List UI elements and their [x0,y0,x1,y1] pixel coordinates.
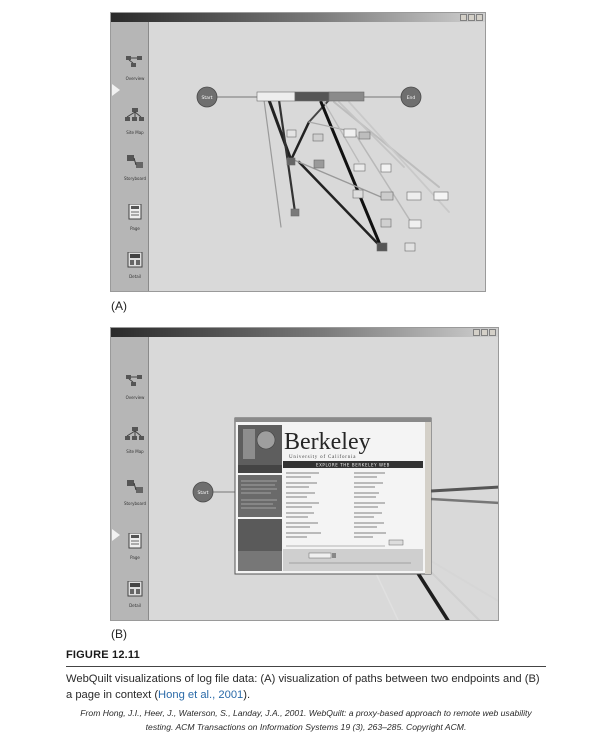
panel-b-label: (B) [111,627,127,641]
panel-b-screenshot [110,327,499,621]
storyboard-icon [125,154,145,170]
figure-caption: WebQuilt visualizations of log file data: (A) visualization of paths between two endpoints and (B) a page in context (Hong et al., 2001). [66,673,540,701]
page-node [287,158,295,165]
page-context-graph [149,337,499,621]
minimize-button[interactable] [473,329,480,336]
berkeley-subheading: University of California [289,455,357,460]
page-node [381,219,391,227]
overview-icon [125,373,145,389]
page-node [295,92,329,101]
page-node [434,192,448,200]
overview-icon [125,54,145,70]
page-node [344,129,356,137]
panel-a-screenshot [110,12,486,292]
page-node [407,192,421,200]
edge [414,567,449,621]
page-icon [125,204,145,220]
edge [431,487,499,491]
site-map-icon [125,108,145,124]
berkeley-heading: Berkeley [284,429,371,455]
minimize-button[interactable] [460,14,467,21]
sidebar-item-overview[interactable]: Overview [123,54,147,81]
page-icon [125,533,145,549]
edge [291,122,309,160]
start-node[interactable] [193,482,213,502]
view-sidebar [111,22,149,291]
page-node [291,209,299,216]
berkeley-banner: EXPLORE THE BERKELEY WEB [315,462,391,468]
page-node [381,164,391,172]
figure-rule [66,666,546,667]
sidebar-item-page[interactable]: Page [123,204,147,231]
edge [374,569,399,621]
start-node-label: Start [201,96,213,101]
search-box[interactable] [389,540,403,545]
sidebar-item-detail[interactable]: Detail [123,252,147,279]
page-node [405,243,415,251]
path-visualization-canvas [149,22,485,291]
edge [264,100,281,227]
page-node [353,190,363,198]
figure-number: FIGURE 12.11 [66,649,140,661]
current-view-arrow-icon [112,529,120,541]
page-node [287,130,296,137]
page-scrollbar[interactable] [425,422,431,574]
select-dropdown[interactable] [309,553,331,558]
sidebar-item-page[interactable]: Page [123,533,147,560]
sidebar-item-site-map[interactable]: Site Map [123,108,147,135]
page-node [359,132,370,139]
sidebar-item-detail[interactable]: Detail [123,581,147,608]
sidebar-item-storyboard[interactable]: Storyboard [123,154,147,181]
path-graph [149,22,486,292]
edge [294,160,381,197]
window-titlebar [111,328,498,337]
edge [431,499,499,503]
close-button[interactable] [489,329,496,336]
edge [299,162,381,247]
close-button[interactable] [476,14,483,21]
page-node [377,243,387,251]
start-node[interactable] [197,87,217,107]
sidebar-item-overview[interactable]: Overview [123,373,147,400]
page-node [257,92,295,101]
start-node-label: Start [197,491,209,496]
detail-icon [125,581,145,597]
current-view-arrow-icon [112,84,120,96]
detail-icon [125,252,145,268]
end-node-label: End [406,96,416,101]
page-node [329,92,364,101]
page-node [409,220,421,228]
caption-citation-link[interactable]: Hong et al., 2001 [158,689,244,701]
page-node [314,160,324,168]
page-context-canvas [149,337,498,620]
panel-a-label: (A) [111,299,127,313]
maximize-button[interactable] [468,14,475,21]
page-in-context[interactable] [235,418,431,574]
end-node[interactable] [401,87,421,107]
window-titlebar [111,13,485,22]
page-node [354,164,365,171]
edge [321,102,381,247]
view-sidebar [111,337,149,620]
figure-credit: From Hong, J.I., Heer, J., Waterson, S., Landay, J.A., 2001. WebQuilt: a proxy-based approach to remote web usability testing. ACM Transactions on Information Systems 19 (3), 263–285. Copyright ACM. [80,708,532,732]
sidebar-item-storyboard[interactable]: Storyboard [123,479,147,506]
sidebar-item-site-map[interactable]: Site Map [123,427,147,454]
storyboard-icon [125,479,145,495]
maximize-button[interactable] [481,329,488,336]
page-node [381,192,393,200]
site-map-icon [125,427,145,443]
page-node [313,134,323,141]
